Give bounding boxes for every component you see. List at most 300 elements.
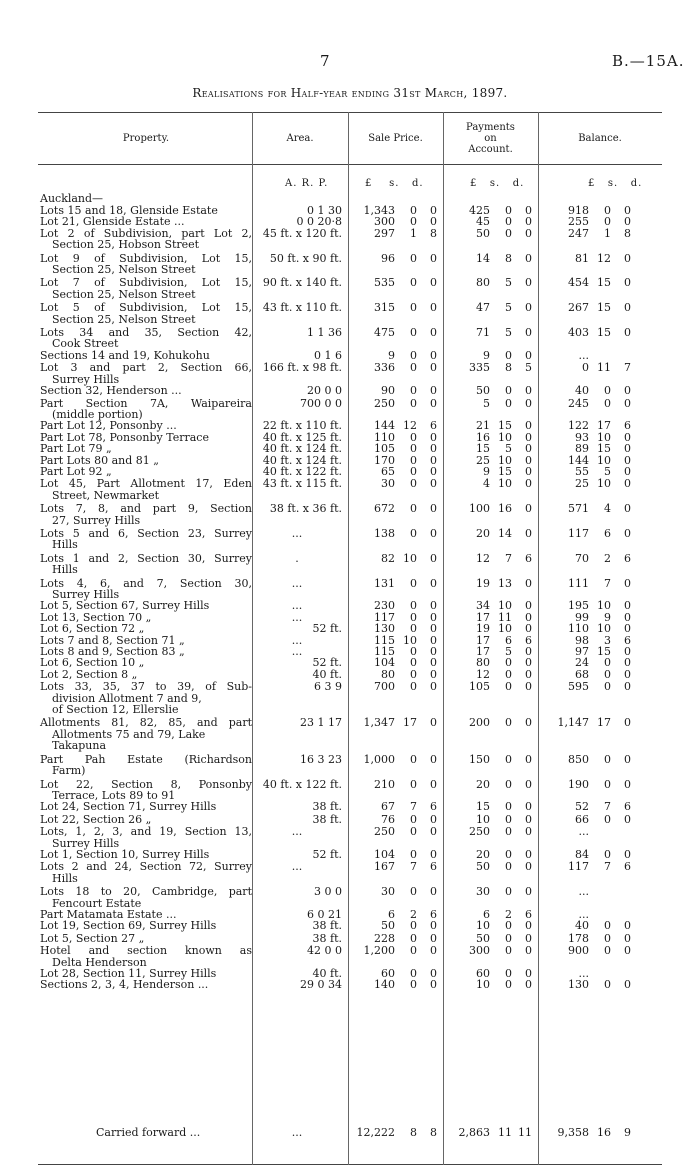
unit-shillings: s. (607, 178, 619, 189)
cell-pounds: 30 (381, 885, 395, 899)
area-value: ... (291, 860, 303, 874)
cell-pence: 0 (430, 978, 437, 992)
property-line: Hills (52, 871, 78, 885)
cell-shillings: 15 (597, 645, 611, 659)
cell-area (252, 253, 348, 276)
cell-pence: 0 (525, 326, 532, 340)
cell-area (252, 979, 348, 990)
cell-pounds: 167 (374, 860, 395, 874)
cell-pence: 0 (430, 464, 437, 478)
cell-sale-price (348, 385, 443, 396)
cell-pence: 6 (525, 551, 532, 565)
cell-payments (443, 826, 538, 849)
cell-balance (538, 443, 637, 454)
cell-pounds: 50 (476, 226, 490, 240)
cell-pence: 0 (525, 656, 532, 670)
cell-shillings: 0 (410, 251, 417, 265)
area-value: 43 ft. x 115 ft. (262, 477, 342, 491)
cell-sale-price (348, 528, 443, 551)
property-line: Part Matamata Estate ... (40, 907, 177, 921)
area-value: . (295, 551, 299, 565)
cell-shillings: 7 (604, 800, 611, 814)
page-title: Realisations for Half-year ending 31st March, 1897. (192, 86, 508, 100)
cell-shillings: 0 (410, 430, 417, 444)
cell-pence: 0 (624, 204, 631, 217)
cell-pounds: 144 (568, 453, 589, 467)
cell-shillings: 0 (410, 967, 417, 980)
cell-pence: 6 (624, 800, 631, 814)
cell-pence: 0 (525, 301, 532, 315)
cell-payments (443, 669, 538, 680)
cell-payments (443, 466, 538, 477)
cell-pence: 0 (430, 610, 437, 624)
area-value: 166 ft. x 98 ft. (262, 361, 342, 375)
property-line: Sections 14 and 19, Kohukohu (40, 348, 210, 362)
cell-shillings: 0 (604, 919, 611, 933)
cell-pence: 6 (624, 860, 631, 874)
cell-shillings: 0 (505, 777, 512, 791)
cell-pence: 0 (624, 978, 631, 992)
cell-shillings: 6 (505, 633, 512, 647)
cell-shillings: 7 (604, 860, 611, 874)
table-row (0, 669, 700, 680)
cell-pence: 0 (624, 442, 631, 456)
cell-pounds: 98 (575, 633, 589, 647)
property-line: Delta Henderson (52, 955, 147, 969)
cell-shillings: 15 (597, 301, 611, 315)
cell-sale-price (348, 886, 443, 909)
cell-pence: 0 (430, 716, 437, 730)
cell-property (40, 681, 252, 715)
cell-balance (538, 933, 637, 944)
carried-forward-area (252, 1126, 348, 1139)
cell-pence: 6 (430, 800, 437, 814)
cell-pounds: 97 (575, 645, 589, 659)
area-value: 38 ft. (312, 800, 342, 814)
cell-pence: 0 (624, 276, 631, 290)
cell-pence: 0 (525, 251, 532, 265)
cell-pounds: 30 (476, 885, 490, 899)
cell-shillings: 0 (604, 204, 611, 217)
cell-property (40, 362, 252, 385)
cell-pounds: 4 (483, 477, 490, 491)
cell-pounds: 9 (483, 464, 490, 478)
table-row (0, 420, 700, 431)
cell-property (40, 528, 252, 551)
area-value: 0 0 20·8 (296, 215, 342, 229)
cell-sale-price (348, 861, 443, 884)
cell-payments (443, 814, 538, 825)
region-heading: Auckland— (40, 192, 104, 205)
cell-payments (443, 920, 538, 931)
cell-pence: 0 (525, 453, 532, 467)
cell-sale-price (348, 657, 443, 668)
cell-property (40, 669, 252, 680)
property-line: Farm) (52, 764, 86, 778)
cell-shillings: 0 (505, 752, 512, 766)
cell-sale-price (348, 635, 443, 646)
cell-shillings: 7 (604, 576, 611, 590)
cell-shillings: 12 (597, 251, 611, 265)
cell-shillings: 0 (410, 777, 417, 791)
cell-pence: 0 (430, 919, 437, 933)
cell-shillings: 0 (410, 576, 417, 590)
property-line: Lot 28, Section 11, Surrey Hills (40, 967, 217, 980)
area-value: 22 ft. x 110 ft. (262, 419, 342, 433)
cell-shillings: 0 (410, 396, 417, 410)
cell-shillings: 16 (597, 1126, 611, 1139)
area-value: 23 1 17 (300, 716, 342, 730)
column-header-area: Area. (286, 132, 314, 144)
cell-pence: 6 (430, 860, 437, 874)
property-line: Lots 33, 35, 37 to 39, of Sub- (40, 680, 252, 694)
cell-shillings: 0 (604, 777, 611, 791)
cell-pence: 0 (624, 716, 631, 730)
area-units: A. R. P. (285, 178, 329, 189)
column-header-sale-price: Sale Price. (368, 132, 423, 144)
cell-pence: 0 (430, 599, 437, 613)
cell-pence: 0 (430, 752, 437, 766)
cell-pounds: 300 (374, 215, 395, 229)
cell-sale-price (348, 945, 443, 968)
cell-balance (538, 849, 637, 860)
cell-shillings: 0 (410, 215, 417, 229)
cell-sale-price (348, 216, 443, 227)
cell-property (40, 228, 252, 251)
cell-pounds: 117 (568, 526, 589, 540)
cell-pence: 0 (430, 847, 437, 861)
property-line: Lot 13, Section 70 „ (40, 610, 152, 624)
table-row (0, 717, 700, 751)
property-line: Lot 6, Section 10 „ (40, 656, 145, 670)
cell-pence: 0 (430, 967, 437, 980)
cell-pounds: 850 (568, 752, 589, 766)
cell-pounds: ... (578, 907, 589, 921)
property-line: Lot 22, Section 8, Ponsonby (40, 777, 252, 791)
property-line: Street, Newmarket (52, 488, 160, 502)
cell-area (252, 623, 348, 634)
cell-pence: 0 (624, 526, 631, 540)
cell-sale-price (348, 849, 443, 860)
cell-shillings: 11 (498, 1126, 512, 1139)
cell-shillings: 0 (505, 226, 512, 240)
cell-pence: 0 (430, 551, 437, 565)
cell-pence: 0 (430, 348, 437, 362)
cell-balance (538, 553, 637, 576)
unit-shillings: s. (489, 178, 501, 189)
cell-pounds: 131 (374, 576, 395, 590)
cell-property (40, 466, 252, 477)
cell-pence: 0 (624, 251, 631, 265)
cell-shillings: 0 (410, 978, 417, 992)
property-line: Lots 7, 8, and part 9, Section (40, 502, 252, 516)
cell-pence: 0 (624, 215, 631, 229)
cell-pounds: 535 (374, 276, 395, 290)
cell-pence: 6 (624, 551, 631, 565)
cell-pounds: 21 (476, 419, 490, 433)
property-line: Hotel and section known as (40, 944, 252, 958)
cell-balance (538, 801, 637, 812)
cell-payments (443, 216, 538, 227)
cell-pounds: 130 (374, 622, 395, 636)
cell-pounds: 50 (476, 931, 490, 945)
cell-area (252, 385, 348, 396)
cell-area (252, 478, 348, 501)
area-value: ... (291, 645, 303, 659)
cell-sale-price (348, 717, 443, 751)
cell-pence: 0 (525, 576, 532, 590)
cell-balance (538, 385, 637, 396)
cell-pence: 0 (430, 944, 437, 958)
cell-pounds: 170 (374, 453, 395, 467)
area-value: ... (291, 526, 303, 540)
cell-pounds: 99 (575, 610, 589, 624)
cell-pence: 0 (430, 656, 437, 670)
cell-sale-price (348, 646, 443, 657)
cell-shillings: 0 (505, 680, 512, 694)
cell-payments (443, 681, 538, 715)
header-bottom-rule (38, 164, 662, 165)
cell-pence: 0 (624, 777, 631, 791)
cell-property (40, 443, 252, 454)
cell-area (252, 849, 348, 860)
property-line: Lot 19, Section 69, Surrey Hills (40, 919, 217, 933)
property-line: Lots 34 and 35, Section 42, (40, 326, 252, 340)
cell-property (40, 327, 252, 350)
cell-area (252, 681, 348, 715)
cell-pence: 0 (525, 276, 532, 290)
cell-pence: 0 (624, 610, 631, 624)
cell-balance (538, 623, 637, 634)
cell-shillings: 0 (505, 800, 512, 814)
property-line: Terrace, Lots 89 to 91 (52, 788, 176, 802)
cell-payments (443, 398, 538, 421)
cell-pence: 0 (624, 599, 631, 613)
payments-header-line: Account. (468, 143, 513, 155)
cell-sale-price (348, 362, 443, 385)
table-row (0, 861, 700, 884)
cell-property (40, 979, 252, 990)
area-value: 40 ft. (312, 967, 342, 980)
cell-pounds: 245 (568, 396, 589, 410)
cell-shillings: 10 (498, 622, 512, 636)
cell-pence: 0 (430, 645, 437, 659)
cell-pence: 0 (525, 442, 532, 456)
cell-shillings: 0 (410, 752, 417, 766)
cell-pence: 6 (525, 907, 532, 921)
cell-shillings: 0 (505, 847, 512, 861)
cell-shillings: 11 (597, 361, 611, 375)
cell-pounds: 335 (469, 361, 490, 375)
property-line: Part Lots 80 and 81 „ (40, 453, 159, 467)
cell-pounds: 40 (575, 919, 589, 933)
cell-pounds: 25 (476, 453, 490, 467)
sale-units (365, 178, 424, 189)
cell-pence: 0 (624, 931, 631, 945)
cell-shillings: 0 (604, 847, 611, 861)
property-line: Section 25, Nelson Street (52, 287, 196, 301)
area-value: 38 ft. (312, 919, 342, 933)
cell-balance (538, 920, 637, 931)
cell-sale-price (348, 302, 443, 325)
cell-pounds: 138 (374, 526, 395, 540)
cell-sale-price (348, 455, 443, 466)
table-row (0, 443, 700, 454)
property-line: 27, Surrey Hills (52, 513, 141, 527)
cell-pence: 0 (624, 477, 631, 491)
cell-pounds: 117 (568, 860, 589, 874)
property-line: Lots 1 and 2, Section 30, Surrey (40, 551, 252, 565)
cell-shillings: 12 (403, 419, 417, 433)
cell-payments (443, 385, 538, 396)
realisations-table-body (0, 205, 700, 991)
cell-balance (538, 398, 637, 421)
cell-shillings: 11 (498, 610, 512, 624)
cell-pounds: ... (578, 967, 589, 980)
cell-shillings: 0 (505, 978, 512, 992)
cell-shillings (589, 350, 611, 361)
cell-area (252, 669, 348, 680)
property-line: Lot 3 and part 2, Section 66, (40, 361, 252, 375)
cell-pence: 0 (525, 396, 532, 410)
column-header-property: Property. (122, 132, 170, 144)
property-line: Fencourt Estate (52, 896, 142, 910)
cell-pence: 0 (525, 526, 532, 540)
cell-payments (443, 945, 538, 968)
cell-pounds: 9 (483, 348, 490, 362)
cell-pounds: 12,222 (356, 1126, 395, 1139)
cell-pounds: 230 (374, 599, 395, 613)
cell-area (252, 754, 348, 777)
cell-pence: 0 (430, 576, 437, 590)
cell-payments (443, 478, 538, 501)
cell-pounds: 6 (388, 907, 395, 921)
cell-pounds: 80 (476, 656, 490, 670)
cell-shillings: 4 (604, 502, 611, 516)
cell-pence: 0 (525, 430, 532, 444)
cell-shillings: 0 (505, 812, 512, 826)
cell-shillings: 1 (410, 226, 417, 240)
unit-pounds: £ (588, 178, 596, 189)
cell-pence: 0 (525, 204, 532, 217)
cell-payments (443, 205, 538, 216)
cell-pence: 0 (525, 944, 532, 958)
property-line: Lot 21, Glenside Estate ... (40, 215, 185, 229)
cell-pence: 0 (430, 430, 437, 444)
cell-pounds: 93 (575, 430, 589, 444)
cell-shillings: 5 (505, 645, 512, 659)
cell-pence: 0 (525, 464, 532, 478)
cell-sale-price (348, 612, 443, 623)
area-value: 52 ft. (312, 622, 342, 636)
cell-property (40, 420, 252, 431)
cell-property (40, 717, 252, 751)
property-line: Lot 5, Section 67, Surrey Hills (40, 599, 210, 613)
cell-shillings: 10 (498, 599, 512, 613)
cell-area (252, 228, 348, 251)
cell-sale-price (348, 228, 443, 251)
property-line: of Section 12, Ellerslie (52, 703, 179, 717)
cell-balance (538, 861, 637, 884)
area-value: 38 ft. x 36 ft. (269, 502, 342, 516)
cell-property (40, 886, 252, 909)
cell-pounds: 45 (476, 215, 490, 229)
table-row (0, 979, 700, 990)
cell-pounds: 475 (374, 326, 395, 340)
cell-pence: 0 (624, 430, 631, 444)
cell-pence: 0 (525, 919, 532, 933)
cell-shillings: 0 (410, 656, 417, 670)
cell-area (252, 443, 348, 454)
cell-sale-price (348, 814, 443, 825)
cell-pounds: 80 (476, 276, 490, 290)
unit-pence: d. (411, 178, 424, 189)
property-line: Section 32, Henderson ... (40, 384, 182, 398)
cell-shillings: 0 (410, 645, 417, 659)
property-line: Sections 2, 3, 4, Henderson ... (40, 978, 209, 992)
cell-pence: 0 (624, 812, 631, 826)
table-row (0, 826, 700, 849)
cell-pence (611, 350, 637, 361)
cell-pence: 0 (624, 301, 631, 315)
cell-shillings: 5 (505, 301, 512, 315)
cell-pounds: 336 (374, 361, 395, 375)
cell-shillings: 0 (604, 752, 611, 766)
cell-pounds: 104 (374, 656, 395, 670)
cell-balance (538, 350, 637, 361)
cell-shillings: 0 (505, 825, 512, 839)
cell-pounds: 25 (575, 477, 589, 491)
cell-property (40, 350, 252, 361)
cell-payments (443, 612, 538, 623)
cell-pounds: 247 (568, 226, 589, 240)
cell-shillings: 15 (597, 442, 611, 456)
cell-area (252, 302, 348, 325)
cell-shillings: 0 (410, 384, 417, 398)
cell-property (40, 779, 252, 802)
cell-pounds: 96 (381, 251, 395, 265)
cell-pence: 0 (624, 752, 631, 766)
cell-pounds: 0 (582, 361, 589, 375)
cell-shillings: 0 (410, 453, 417, 467)
cell-pounds: 595 (568, 680, 589, 694)
cell-payments (443, 327, 538, 350)
cell-shillings: 8 (410, 1126, 417, 1139)
cell-shillings: 0 (505, 931, 512, 945)
cell-sale-price (348, 920, 443, 931)
cell-pence: 0 (525, 226, 532, 240)
cell-sale-price (348, 669, 443, 680)
property-line: Allotments 81, 82, 85, and part (40, 716, 252, 730)
cell-pounds: 17 (476, 610, 490, 624)
cell-pounds: 89 (575, 442, 589, 456)
cell-balance (538, 669, 637, 680)
cell-pounds: 425 (469, 204, 490, 217)
cell-pence: 0 (430, 276, 437, 290)
cell-sale-price (348, 578, 443, 601)
cell-pounds: 255 (568, 215, 589, 229)
cell-shillings: 10 (597, 599, 611, 613)
cell-pence: 0 (525, 967, 532, 980)
property-line: Hills (52, 538, 78, 552)
property-line: Lots 8 and 9, Section 83 „ (40, 645, 185, 659)
cell-pounds: 200 (469, 716, 490, 730)
cell-payments (443, 350, 538, 361)
table-row (0, 578, 700, 601)
cell-pence: 0 (624, 680, 631, 694)
property-line: Lot 5, Section 27 „ (40, 931, 145, 945)
cell-payments (443, 420, 538, 431)
